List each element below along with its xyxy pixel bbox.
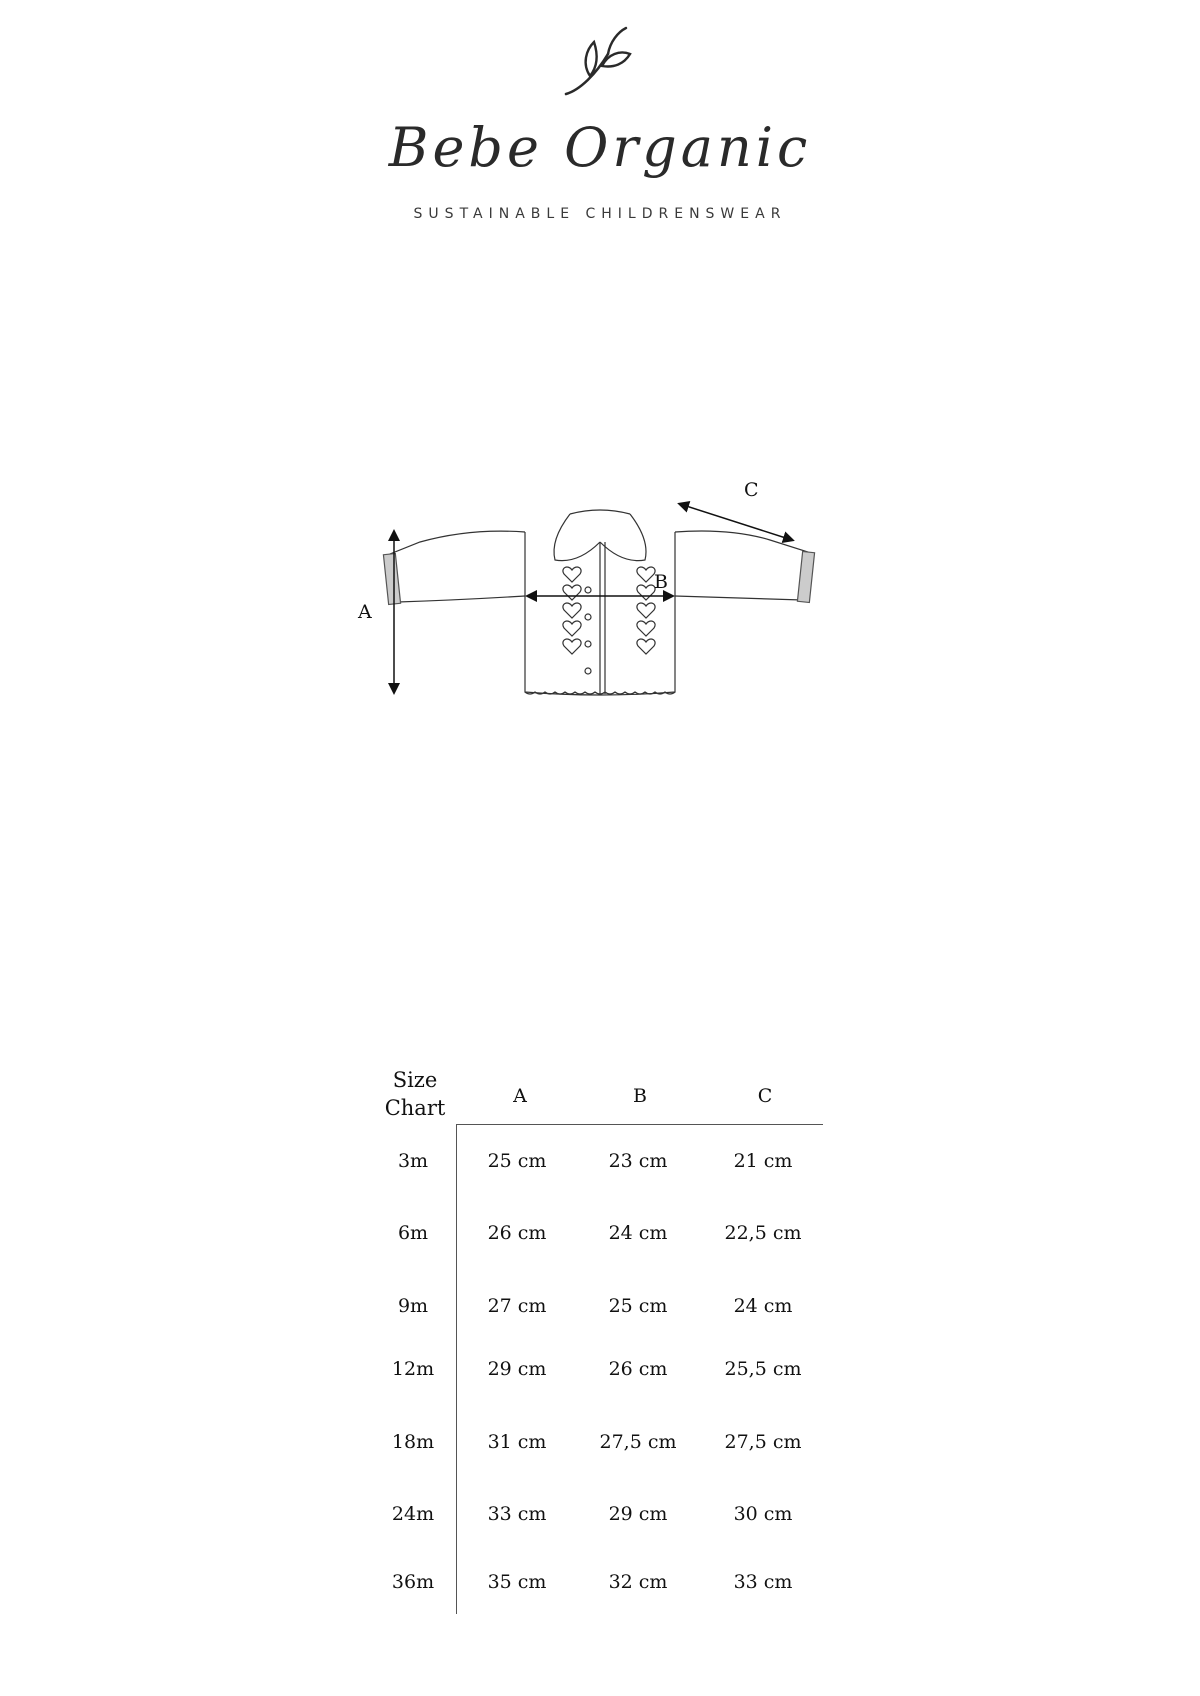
header-c: C xyxy=(757,1085,773,1107)
b-cell: 32 cm xyxy=(608,1571,668,1593)
label-a: A xyxy=(358,601,372,623)
leaf-sprig-icon xyxy=(560,24,640,100)
size-cell: 12m xyxy=(391,1358,435,1380)
a-cell: 27 cm xyxy=(487,1295,547,1317)
a-cell: 33 cm xyxy=(487,1503,547,1525)
c-cell: 30 cm xyxy=(733,1503,793,1525)
c-cell: 21 cm xyxy=(733,1150,793,1172)
brand-logo xyxy=(0,0,1200,240)
header-a: A xyxy=(513,1085,527,1107)
size-cell: 36m xyxy=(391,1571,435,1593)
size-cell: 3m xyxy=(397,1150,429,1172)
b-cell: 27,5 cm xyxy=(599,1431,677,1453)
header-divider xyxy=(457,1124,823,1125)
b-cell: 24 cm xyxy=(608,1222,668,1244)
a-cell: 25 cm xyxy=(487,1150,547,1172)
a-cell: 29 cm xyxy=(487,1358,547,1380)
label-c: C xyxy=(744,479,759,501)
header-b: B xyxy=(633,1085,647,1107)
c-cell: 25,5 cm xyxy=(724,1358,802,1380)
b-cell: 26 cm xyxy=(608,1358,668,1380)
header-size-chart: Size Chart xyxy=(384,1068,446,1120)
size-cell: 6m xyxy=(397,1222,429,1244)
size-cell: 9m xyxy=(397,1295,429,1317)
label-b: B xyxy=(654,571,668,593)
b-cell: 23 cm xyxy=(608,1150,668,1172)
brand-tagline: SUSTAINABLE CHILDRENSWEAR xyxy=(413,206,787,222)
a-cell: 35 cm xyxy=(487,1571,547,1593)
c-cell: 27,5 cm xyxy=(724,1431,802,1453)
size-cell: 18m xyxy=(391,1431,435,1453)
c-cell: 33 cm xyxy=(733,1571,793,1593)
b-cell: 25 cm xyxy=(608,1295,668,1317)
c-cell: 24 cm xyxy=(733,1295,793,1317)
a-cell: 26 cm xyxy=(487,1222,547,1244)
column-divider xyxy=(456,1124,457,1614)
brand-name: Bebe Organic xyxy=(388,116,812,179)
size-cell: 24m xyxy=(391,1503,435,1525)
garment-measurement-diagram xyxy=(350,470,820,700)
cardigan-illustration xyxy=(383,510,814,695)
b-cell: 29 cm xyxy=(608,1503,668,1525)
a-cell: 31 cm xyxy=(487,1431,547,1453)
arrow-c xyxy=(680,504,792,540)
c-cell: 22,5 cm xyxy=(724,1222,802,1244)
